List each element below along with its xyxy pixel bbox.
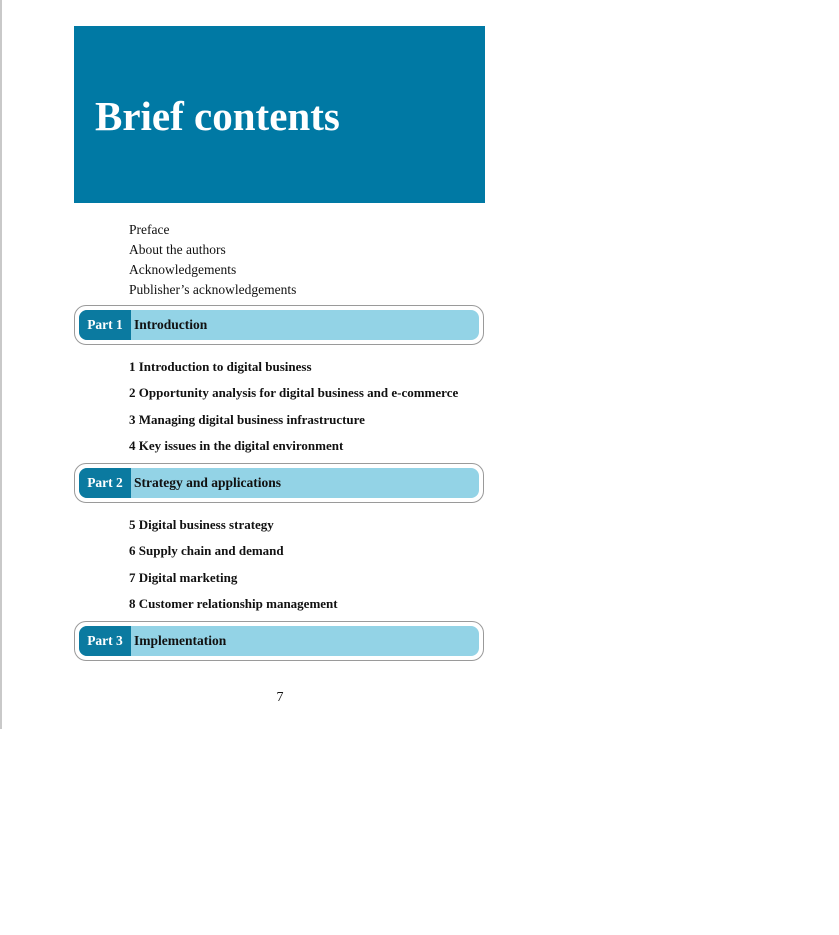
- part-title: Introduction: [134, 317, 208, 332]
- chapter-item[interactable]: 4 Key issues in the digital environment: [129, 438, 344, 454]
- chapter-item[interactable]: 2 Opportunity analysis for digital business and e-commerce: [129, 385, 459, 401]
- chapter-item[interactable]: 6 Supply chain and demand: [129, 543, 284, 559]
- page-title: Brief contents: [95, 93, 340, 139]
- part-title: Strategy and applications: [134, 475, 282, 490]
- title-banner: [74, 26, 485, 203]
- front-matter-item[interactable]: Preface: [129, 222, 170, 237]
- chapter-item[interactable]: 3 Managing digital business infrastructure: [129, 411, 365, 427]
- part-tag: Part 1: [79, 310, 131, 340]
- part-2-header[interactable]: [74, 463, 484, 503]
- chapter-item[interactable]: 1 Introduction to digital business: [129, 359, 312, 374]
- front-matter-item[interactable]: About the authors: [129, 242, 226, 257]
- part-tag: Part 3: [79, 626, 131, 656]
- chapter-item[interactable]: 8 Customer relationship management: [129, 596, 338, 612]
- part-tag: Part 2: [79, 468, 131, 498]
- part-1-chapter-list: [129, 354, 458, 460]
- front-matter-item[interactable]: Publisher’s acknowledgements: [129, 282, 297, 297]
- front-matter-list: [129, 220, 296, 300]
- chapter-item[interactable]: 7 Digital marketing: [129, 569, 238, 585]
- page-edge: [0, 0, 2, 729]
- part-1-header[interactable]: [74, 305, 484, 345]
- front-matter-item[interactable]: Acknowledgements: [129, 262, 237, 277]
- chapter-item[interactable]: 5 Digital business strategy: [129, 517, 274, 532]
- part-2-chapter-list: [129, 512, 338, 618]
- part-title: Implementation: [134, 633, 227, 648]
- page-number: 7: [276, 690, 284, 705]
- part-3-header[interactable]: [74, 621, 484, 661]
